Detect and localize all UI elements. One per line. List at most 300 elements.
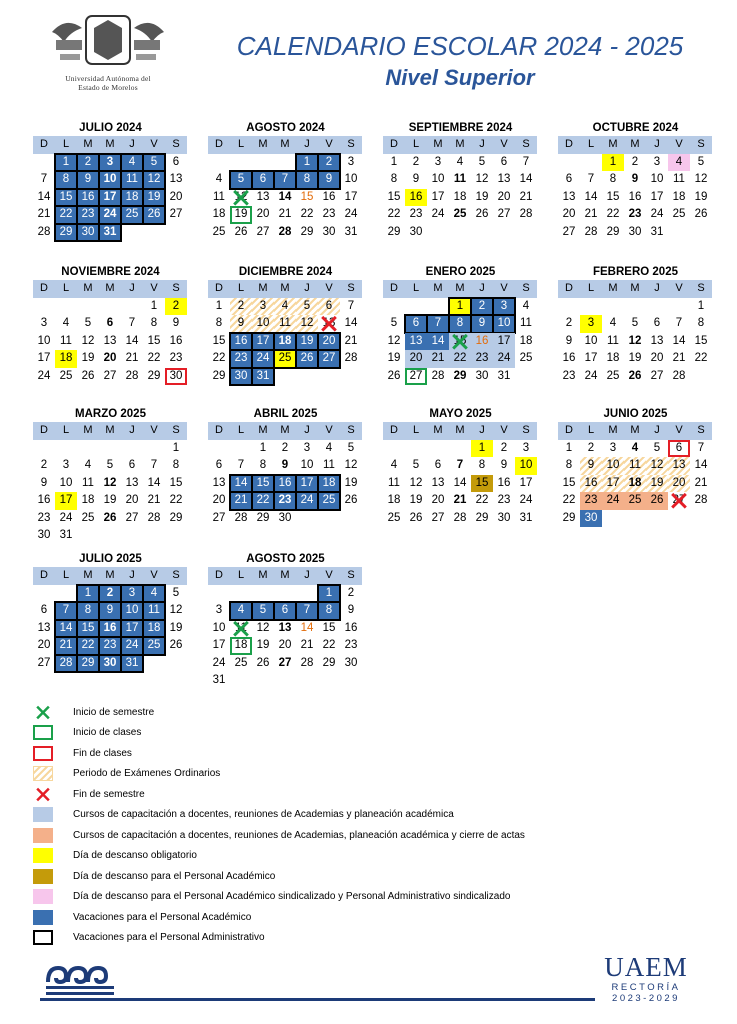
day-cell: 10 [515, 457, 537, 475]
day-cell: 26 [387, 369, 401, 382]
weekday-header: D [33, 280, 55, 298]
weekday-header: M [99, 567, 121, 585]
day-cell: 12 [103, 476, 117, 489]
legend-label: Fin de semestre [73, 788, 145, 800]
day-cell: 20 [256, 208, 270, 220]
day-cell: 1 [172, 441, 180, 454]
day-cell: 14 [694, 459, 708, 471]
day-cell: 9 [565, 334, 573, 347]
day-cell: 3 [40, 317, 48, 329]
day-cell: 12 [169, 604, 183, 616]
day-cell: 31 [121, 655, 143, 673]
day-cell: 30 [99, 655, 121, 673]
weekday-header: D [208, 136, 230, 154]
day-cell: 14 [125, 334, 139, 347]
day-cell: 8 [215, 317, 223, 329]
day-cell: 14 [453, 476, 467, 489]
weekday-header: M [602, 422, 624, 440]
legend-swatch [33, 746, 53, 761]
weekday-header: M [99, 136, 121, 154]
day-cell: 5 [84, 317, 92, 329]
weekday-header: V [493, 136, 515, 154]
day-cell: 25 [672, 208, 686, 220]
weekday-header: J [121, 280, 143, 298]
weekday-header: M [99, 422, 121, 440]
weekday-header: V [668, 136, 690, 154]
day-cell: 2 [77, 154, 99, 172]
weekday-header: S [340, 136, 362, 154]
day-cell: 29 [606, 225, 620, 238]
day-cell: 17 [212, 639, 226, 651]
day-cell: 10 [493, 315, 515, 333]
legend-swatch [33, 889, 53, 904]
day-cell: 8 [565, 459, 573, 471]
day-cell: 22 [147, 352, 161, 364]
day-cell: 16 [628, 190, 642, 203]
day-cell: 30 [278, 511, 292, 524]
day-cell: 19 [169, 621, 183, 634]
day-cell: 2 [471, 298, 493, 316]
day-cell: 22 [300, 208, 314, 220]
month-calendar [33, 264, 188, 385]
day-cell: 28 [125, 369, 139, 382]
day-cell: 26 [646, 492, 668, 510]
weekday-header: D [33, 567, 55, 585]
day-cell: 18 [81, 494, 95, 506]
day-cell: 9 [580, 457, 602, 475]
weekday-header: D [383, 280, 405, 298]
day-cell: 17 [296, 475, 318, 493]
day-cell: 18 [453, 190, 467, 203]
day-cell: 2 [230, 298, 252, 316]
legend-item [33, 928, 633, 949]
weekday-header: M [624, 136, 646, 154]
weekday-header: L [580, 280, 602, 298]
legend-label: Inicio de semestre [73, 706, 155, 718]
day-cell: 3 [434, 155, 442, 168]
day-cell: 24 [650, 208, 664, 220]
month-name: JULIO 2024 [79, 122, 142, 134]
day-cell: 9 [412, 173, 420, 185]
weekday-header: L [55, 136, 77, 154]
day-cell: 15 [169, 476, 183, 489]
day-cell: 5 [347, 441, 355, 454]
day-cell: 21 [55, 637, 77, 655]
day-cell: 23 [344, 639, 358, 651]
day-cell: 6 [318, 298, 340, 316]
day-cell: 1 [259, 441, 267, 454]
day-cell: 17 [55, 492, 77, 510]
day-cell: 6 [252, 171, 274, 189]
day-cell: 28 [453, 511, 467, 524]
day-cell: 13 [405, 333, 427, 351]
weekday-header: M [274, 567, 296, 585]
day-cell: 5 [106, 459, 114, 471]
empty-cell [121, 298, 143, 316]
empty-cell [77, 440, 99, 458]
weekday-header: V [318, 280, 340, 298]
weekday-header: L [580, 136, 602, 154]
day-cell: 22 [322, 639, 336, 651]
weekday-header: D [558, 422, 580, 440]
day-cell: 21 [147, 494, 161, 506]
weekday-header: M [77, 280, 99, 298]
empty-cell [449, 440, 471, 458]
day-cell: 22 [77, 637, 99, 655]
day-cell: 12 [387, 334, 401, 347]
day-cell: 19 [143, 189, 165, 207]
weekday-header: L [55, 567, 77, 585]
day-cell: 12 [230, 189, 252, 207]
weekday-header: L [405, 422, 427, 440]
day-cell: 24 [584, 369, 598, 382]
month-name: ABRIL 2025 [253, 408, 318, 420]
day-cell: 30 [409, 225, 423, 238]
empty-cell [208, 585, 230, 603]
day-cell: 13 [212, 476, 226, 489]
empty-cell [427, 298, 449, 316]
month-grid [208, 136, 362, 241]
day-cell: 24 [252, 350, 274, 368]
legend-item [33, 846, 633, 867]
empty-cell [208, 440, 230, 458]
month-name: AGOSTO 2025 [246, 553, 325, 565]
day-cell: 8 [296, 171, 318, 189]
day-cell: 14 [147, 476, 161, 489]
semester-start-icon [449, 333, 471, 351]
day-cell: 3 [252, 298, 274, 316]
day-cell: 23 [169, 352, 183, 364]
day-cell: 30 [344, 656, 358, 669]
day-cell: 17 [121, 620, 143, 638]
day-cell: 28 [55, 655, 77, 673]
day-cell: 12 [296, 315, 318, 333]
day-cell: 3 [653, 155, 661, 168]
empty-cell [230, 585, 252, 603]
month-calendar [208, 551, 363, 690]
day-cell: 17 [252, 333, 274, 351]
weekday-header: L [580, 422, 602, 440]
day-cell: 10 [602, 457, 624, 475]
day-cell: 2 [565, 317, 573, 329]
day-cell: 11 [274, 315, 296, 333]
day-cell: 12 [694, 173, 708, 185]
day-cell: 28 [519, 208, 533, 220]
day-cell: 17 [584, 352, 598, 364]
legend-label: Vacaciones para el Personal Administrativo [73, 932, 265, 944]
weekday-header: D [208, 422, 230, 440]
day-cell: 15 [252, 475, 274, 493]
day-cell: 24 [493, 350, 515, 368]
day-cell: 23 [580, 492, 602, 510]
day-cell: 29 [77, 655, 99, 673]
day-cell: 25 [121, 206, 143, 224]
day-cell: 22 [449, 350, 471, 368]
semester-end-icon [33, 787, 53, 802]
day-cell: 15 [77, 620, 99, 638]
day-cell: 25 [234, 656, 248, 669]
month-name: SEPTIEMBRE 2024 [408, 122, 513, 134]
day-cell: 22 [252, 492, 274, 510]
day-cell: 28 [344, 352, 358, 364]
month-calendar [558, 406, 713, 527]
day-cell: 20 [668, 475, 690, 493]
day-cell: 6 [434, 459, 442, 471]
empty-cell [55, 585, 77, 603]
day-cell: 1 [150, 299, 158, 312]
day-cell: 15 [55, 189, 77, 207]
semester-end-icon [668, 492, 690, 510]
day-cell: 30 [77, 224, 99, 242]
day-cell: 7 [237, 459, 245, 471]
day-cell: 20 [278, 639, 292, 651]
month-grid [558, 280, 712, 385]
day-cell: 24 [99, 206, 121, 224]
day-cell: 24 [431, 208, 445, 220]
legend-item [33, 805, 633, 826]
day-cell: 8 [697, 317, 705, 329]
weekday-header: J [471, 422, 493, 440]
empty-cell [668, 298, 690, 316]
day-cell: 4 [230, 602, 252, 620]
legend-swatch [33, 705, 53, 720]
legend-label: Cursos de capacitación a docentes, reuniones de Academias, planeación académica y cierre de actas [73, 829, 525, 841]
day-cell: 16 [344, 621, 358, 634]
day-cell: 9 [172, 317, 180, 329]
day-cell: 22 [475, 494, 489, 506]
day-cell: 26 [143, 206, 165, 224]
day-cell: 28 [37, 225, 51, 238]
weekday-header: M [602, 136, 624, 154]
day-cell: 18 [672, 190, 686, 203]
day-cell: 3 [609, 441, 617, 454]
day-cell: 7 [522, 155, 530, 168]
weekday-header: S [515, 136, 537, 154]
weekday-header: J [296, 280, 318, 298]
empty-cell [405, 440, 427, 458]
month-name: NOVIEMBRE 2024 [61, 266, 160, 278]
day-cell: 14 [230, 475, 252, 493]
day-cell: 3 [62, 459, 70, 471]
day-cell: 26 [475, 208, 489, 220]
weekday-header: J [296, 136, 318, 154]
legend-swatch [33, 910, 53, 925]
day-cell: 4 [390, 459, 398, 471]
day-cell: 12 [81, 334, 95, 347]
empty-cell [230, 154, 252, 172]
day-cell: 3 [347, 155, 355, 168]
day-cell: 4 [121, 154, 143, 172]
day-cell: 3 [215, 604, 223, 616]
day-cell: 24 [602, 492, 624, 510]
month-calendar [33, 406, 188, 545]
legend-item [33, 784, 633, 805]
day-cell: 15 [147, 334, 161, 347]
day-cell: 11 [143, 602, 165, 620]
legend-swatch [33, 787, 53, 802]
legend-item [33, 743, 633, 764]
day-cell: 22 [562, 494, 576, 506]
semester-start-icon [230, 189, 252, 207]
day-cell: 7 [456, 459, 464, 471]
day-cell: 5 [143, 154, 165, 172]
day-cell: 27 [37, 656, 51, 669]
day-cell: 3 [121, 585, 143, 603]
weekday-header: D [558, 136, 580, 154]
day-cell: 6 [40, 604, 48, 616]
empty-cell [143, 440, 165, 458]
day-cell: 9 [230, 315, 252, 333]
weekday-header: V [143, 136, 165, 154]
day-cell: 4 [631, 441, 639, 454]
weekday-header: D [33, 136, 55, 154]
month-name: DICIEMBRE 2024 [238, 266, 333, 278]
day-cell: 12 [475, 173, 489, 185]
legend-swatch [33, 828, 53, 843]
semester-start-icon [230, 620, 252, 638]
weekday-header: V [143, 422, 165, 440]
day-cell: 1 [471, 440, 493, 458]
day-cell: 20 [562, 208, 576, 220]
day-cell: 21 [300, 639, 314, 651]
day-cell: 21 [584, 208, 598, 220]
day-cell: 26 [234, 225, 248, 238]
day-cell: 17 [602, 475, 624, 493]
day-cell: 5 [230, 171, 252, 189]
month-name: MARZO 2025 [75, 408, 146, 420]
day-cell: 13 [650, 334, 664, 347]
day-cell: 27 [650, 369, 664, 382]
day-cell: 18 [624, 475, 646, 493]
empty-cell [230, 440, 252, 458]
day-cell: 1 [77, 585, 99, 603]
day-cell: 23 [628, 208, 642, 220]
legend-item [33, 887, 633, 908]
weekday-header: M [77, 136, 99, 154]
day-cell: 23 [471, 350, 493, 368]
weekday-header: S [165, 136, 187, 154]
day-cell: 8 [449, 315, 471, 333]
month-calendar [383, 120, 538, 241]
day-cell: 11 [624, 457, 646, 475]
weekday-header: S [165, 422, 187, 440]
weekday-header: V [143, 567, 165, 585]
day-cell: 25 [387, 511, 401, 524]
day-cell: 7 [347, 299, 355, 312]
legend-label: Periodo de Exámenes Ordinarios [73, 768, 221, 780]
day-cell: 9 [77, 171, 99, 189]
day-cell: 12 [344, 459, 358, 471]
day-cell: 13 [169, 173, 183, 185]
weekday-header: M [252, 136, 274, 154]
day-cell: 10 [344, 173, 358, 185]
legend-swatch [33, 930, 53, 945]
weekday-header: V [318, 567, 340, 585]
day-cell: 6 [500, 155, 508, 168]
weekday-header: M [274, 422, 296, 440]
month-calendar [558, 264, 713, 385]
university-name [38, 74, 178, 92]
day-cell: 10 [121, 602, 143, 620]
weekday-header: D [208, 567, 230, 585]
day-cell: 24 [296, 492, 318, 510]
day-cell: 8 [609, 173, 617, 185]
weekday-header: S [340, 422, 362, 440]
month-name: MAYO 2025 [429, 408, 492, 420]
empty-cell [274, 154, 296, 172]
day-cell: 17 [99, 189, 121, 207]
day-cell: 5 [478, 155, 486, 168]
day-cell: 24 [344, 208, 358, 220]
day-cell: 14 [427, 333, 449, 351]
day-cell: 5 [653, 441, 661, 454]
day-cell: 14 [519, 173, 533, 185]
day-cell: 26 [296, 350, 318, 368]
weekday-header: V [668, 422, 690, 440]
day-cell: 6 [653, 317, 661, 329]
day-cell: 7 [40, 173, 48, 185]
day-cell: 21 [278, 208, 292, 220]
day-cell: 22 [694, 352, 708, 364]
empty-cell [580, 298, 602, 316]
empty-cell [624, 298, 646, 316]
day-cell: 2 [500, 441, 508, 454]
day-cell: 25 [606, 369, 620, 382]
day-cell: 17 [519, 476, 533, 489]
empty-cell [55, 440, 77, 458]
day-cell: 9 [99, 602, 121, 620]
day-cell: 16 [497, 476, 511, 489]
month-grid [208, 567, 362, 690]
day-cell: 11 [388, 476, 400, 489]
day-cell: 9 [347, 604, 355, 616]
weekday-header: M [602, 280, 624, 298]
day-cell: 1 [697, 299, 705, 312]
weekday-header: J [471, 136, 493, 154]
day-cell: 9 [631, 173, 639, 185]
day-cell: 31 [519, 511, 533, 524]
day-cell: 25 [519, 352, 533, 364]
month-grid [208, 422, 362, 527]
day-cell: 17 [493, 333, 515, 351]
day-cell: 4 [609, 317, 617, 329]
day-cell: 2 [281, 441, 289, 454]
day-cell: 21 [672, 352, 686, 364]
weekday-header: V [668, 280, 690, 298]
day-cell: 6 [172, 155, 180, 168]
weekday-header: V [318, 422, 340, 440]
day-cell: 31 [344, 225, 358, 238]
month-calendar [558, 120, 713, 241]
month-name: AGOSTO 2024 [246, 122, 325, 134]
empty-cell [33, 440, 55, 458]
day-cell: 2 [631, 155, 639, 168]
day-cell: 6 [565, 173, 573, 185]
day-cell: 8 [172, 459, 180, 471]
weekday-header: M [427, 280, 449, 298]
month-name: JULIO 2025 [79, 553, 142, 565]
day-cell: 23 [77, 206, 99, 224]
weekday-header: M [77, 567, 99, 585]
weekday-header: M [99, 280, 121, 298]
weekday-header: S [515, 422, 537, 440]
day-cell: 10 [584, 334, 598, 347]
university-name-line-1: Universidad Autónoma del [65, 74, 151, 83]
legend-label: Día de descanso para el Personal Académico [73, 870, 276, 882]
day-cell: 2 [40, 459, 48, 471]
day-cell: 20 [431, 494, 445, 506]
day-cell: 10 [59, 476, 73, 489]
